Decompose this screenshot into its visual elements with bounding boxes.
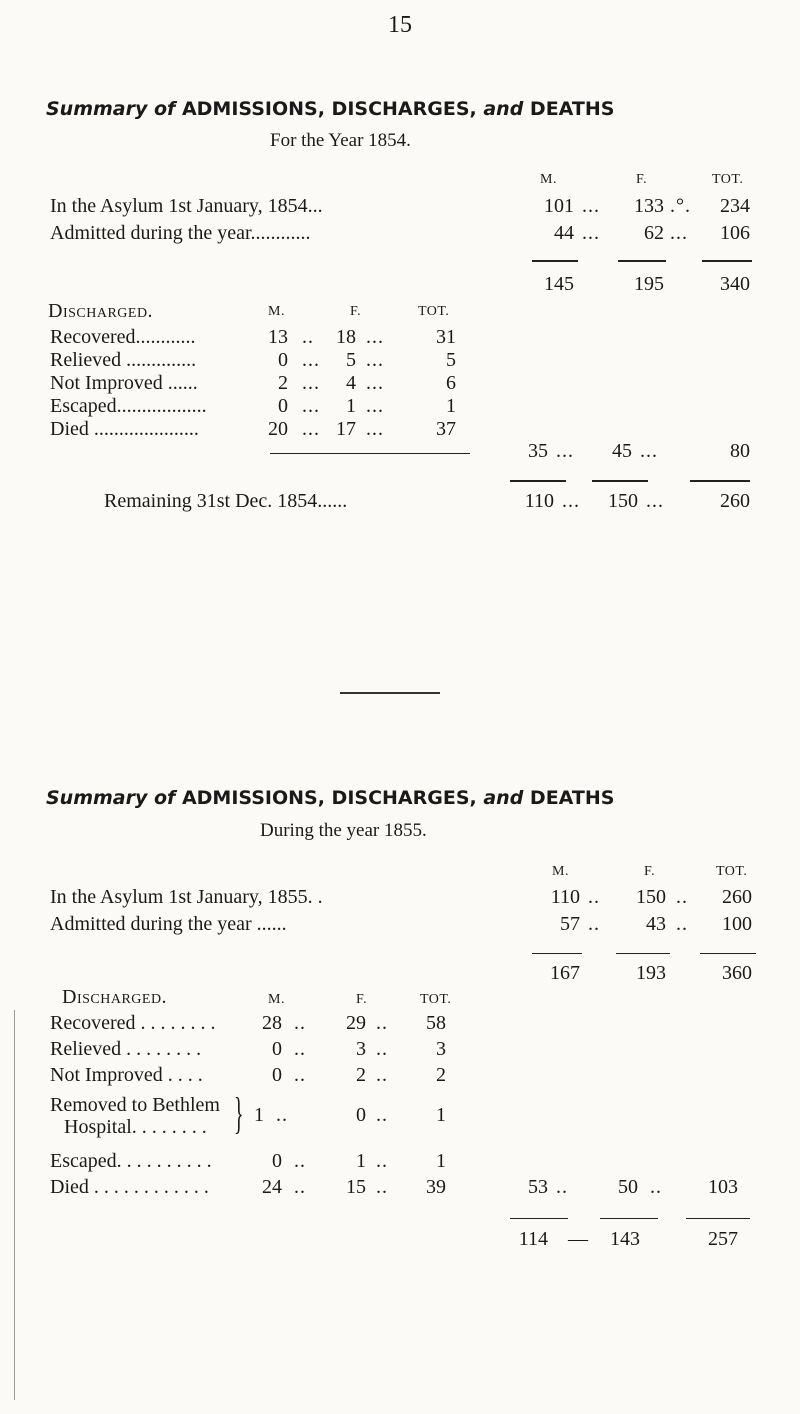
s1rows-row-s1: ... [302, 418, 320, 440]
s2-removed-label-line2: Hospital. . . . . . . . [64, 1116, 207, 1138]
s2-in-asylum-sep2: .. [676, 886, 688, 908]
s2rows-row-tot: 58 [426, 1012, 446, 1034]
s2rows-row-label: Recovered . . . . . . . . [50, 1012, 216, 1034]
s1-total-f: 195 [634, 273, 664, 295]
s1-discharged-heading: Discharged. [48, 300, 154, 322]
s1rows-row-label: Relieved .............. [50, 349, 197, 371]
s1-in-asylum-label: In the Asylum 1st January, 1854... [50, 195, 323, 217]
s2rows2-row-s2: .. [376, 1150, 388, 1172]
s2-in-asylum-label: In the Asylum 1st January, 1855. . [50, 886, 323, 908]
s2-rule-m [532, 953, 582, 954]
s1rows-row-f: 4 [346, 372, 356, 394]
s1rows-row-label: Recovered............ [50, 326, 196, 348]
s2rows-row-m: 0 [272, 1064, 282, 1086]
s2rows-row-tot: 2 [436, 1064, 446, 1086]
s1rows-row-tot: 5 [446, 349, 456, 371]
s1-rule-m [532, 260, 578, 262]
s2rows-row-m: 0 [272, 1038, 282, 1060]
s2rows-row-tot: 3 [436, 1038, 446, 1060]
s2-dtotal-f: 50 [618, 1176, 638, 1198]
s1-in-asylum-sep1: ... [582, 195, 600, 217]
s1rows-row-s1: .. [302, 326, 314, 348]
s1-dtotal-m: 35 [528, 440, 548, 462]
section1-title: Summary of ADMISSIONS, DISCHARGES, and DEATHS [46, 98, 615, 120]
s2-rule2-m [510, 1218, 568, 1219]
s1rows-row-f: 17 [336, 418, 356, 440]
s2rows-row-f: 3 [356, 1038, 366, 1060]
s1-total-tot: 340 [720, 273, 750, 295]
s2-removed-sep2: .. [376, 1104, 388, 1126]
s1rows-row-m: 2 [278, 372, 288, 394]
s2-dcol-f: F. [356, 992, 368, 1007]
s1-rule-f [618, 260, 666, 262]
s2-dtotal-tot: 103 [708, 1176, 738, 1198]
s1-col-f: F. [636, 172, 648, 187]
s2-removed-sep1: .. [276, 1104, 288, 1126]
s2rows-row-label: Not Improved . . . . [50, 1064, 203, 1086]
s2-in-asylum-m: 110 [550, 886, 580, 908]
s1-remaining-sep1: ... [562, 490, 580, 512]
s1-remaining-tot: 260 [720, 490, 750, 512]
s2-brace: } [234, 1089, 244, 1138]
s2-removed-m: 1 [254, 1104, 264, 1126]
s1rows-row-tot: 1 [446, 395, 456, 417]
s1-admitted-sep1: ... [582, 222, 600, 244]
s2-dtotal-m: 53 [528, 1176, 548, 1198]
s2rows-row-f: 2 [356, 1064, 366, 1086]
s2-in-asylum-sep1: .. [588, 886, 600, 908]
s2-admitted-sep1: .. [588, 913, 600, 935]
s1-admitted-m: 44 [554, 222, 574, 244]
s2-remaining-f: 143 [610, 1228, 640, 1250]
s1-admitted-tot: 106 [720, 222, 750, 244]
s2rows-row-label: Relieved . . . . . . . . [50, 1038, 202, 1060]
s2-removed-label-line1: Removed to Bethlem [50, 1094, 220, 1116]
s2-rule2-f [600, 1218, 658, 1219]
section1-subtitle: For the Year 1854. [270, 130, 411, 151]
s1-dcol-tot: TOT. [418, 304, 450, 319]
s1-dcol-f: F. [350, 304, 362, 319]
s1-discharge-rule [270, 453, 470, 454]
s2rows-row-s1: .. [294, 1064, 306, 1086]
s2-admitted-tot: 100 [722, 913, 752, 935]
s2-rule-tot [700, 953, 756, 954]
s2-col-f: F. [644, 864, 656, 879]
s2-rule2-tot [686, 1218, 750, 1219]
s2-total-m: 167 [550, 962, 580, 984]
s1rows-row-s1: ... [302, 349, 320, 371]
s1rows-row-label: Not Improved ...... [50, 372, 198, 394]
s1rows-row-s1: ... [302, 395, 320, 417]
s2rows2-row-label: Escaped. . . . . . . . . . [50, 1150, 212, 1172]
s2-admitted-f: 43 [646, 913, 666, 935]
s1-rule2-f [592, 480, 648, 482]
s2rows-row-s2: .. [376, 1064, 388, 1086]
s1rows-row-m: 20 [268, 418, 288, 440]
s2-dtotal-sep2: .. [650, 1176, 662, 1198]
s2-rule-f [616, 953, 670, 954]
s1-rule2-tot [690, 480, 750, 482]
section-divider [340, 692, 440, 694]
s2-in-asylum-tot: 260 [722, 886, 752, 908]
s1-col-tot: TOT. [712, 172, 744, 187]
s1rows-row-f: 1 [346, 395, 356, 417]
page-number: 15 [388, 12, 412, 38]
s1rows-row-s2: ... [366, 372, 384, 394]
s2-discharged-heading: Discharged. [62, 986, 168, 1008]
s1-rule-tot [702, 260, 752, 262]
s1rows-row-label: Died ..................... [50, 418, 199, 440]
s1rows-row-tot: 37 [436, 418, 456, 440]
s2rows-row-f: 29 [346, 1012, 366, 1034]
s1-dtotal-sep2: ... [640, 440, 658, 462]
s1-in-asylum-f: 133 [634, 195, 664, 217]
s2-dtotal-sep1: .. [556, 1176, 568, 1198]
margin-line [14, 1010, 15, 1400]
s1rows-row-f: 18 [336, 326, 356, 348]
s2-col-m: M. [552, 864, 569, 879]
s1rows-row-m: 0 [278, 395, 288, 417]
s1rows-row-label: Escaped.................. [50, 395, 207, 417]
s1-remaining-label: Remaining 31st Dec. 1854...... [104, 490, 348, 512]
s1rows-row-tot: 6 [446, 372, 456, 394]
s2rows2-row-s1: .. [294, 1176, 306, 1198]
s2rows2-row-m: 0 [272, 1150, 282, 1172]
s1-remaining-m: 110 [524, 490, 554, 512]
s2-admitted-m: 57 [560, 913, 580, 935]
s2-in-asylum-f: 150 [636, 886, 666, 908]
s1-total-m: 145 [544, 273, 574, 295]
s1-col-m: M. [540, 172, 557, 187]
s1-dcol-m: M. [268, 304, 285, 319]
s2rows2-row-s1: .. [294, 1150, 306, 1172]
s1-admitted-label: Admitted during the year............ [50, 222, 311, 244]
s1rows-row-s2: ... [366, 418, 384, 440]
s2rows-row-m: 28 [262, 1012, 282, 1034]
s2rows2-row-label: Died . . . . . . . . . . . . [50, 1176, 209, 1198]
s2rows2-row-m: 24 [262, 1176, 282, 1198]
s2rows2-row-tot: 1 [436, 1150, 446, 1172]
s2-removed-f: 0 [356, 1104, 366, 1126]
s2rows-row-s1: .. [294, 1038, 306, 1060]
s1-dtotal-sep1: ... [556, 440, 574, 462]
s1rows-row-m: 0 [278, 349, 288, 371]
s2rows2-row-s2: .. [376, 1176, 388, 1198]
s2-removed-tot: 1 [436, 1104, 446, 1126]
s1rows-row-tot: 31 [436, 326, 456, 348]
s1-admitted-f: 62 [644, 222, 664, 244]
s1-remaining-f: 150 [608, 490, 638, 512]
s1-admitted-sep2: ... [670, 222, 688, 244]
s1-dtotal-tot: 80 [730, 440, 750, 462]
s1rows-row-s1: ... [302, 372, 320, 394]
s2-remaining-m: 114 [518, 1228, 548, 1250]
s1-in-asylum-sep2: .°. [670, 195, 691, 217]
s1-in-asylum-m: 101 [544, 195, 574, 217]
s1rows-row-f: 5 [346, 349, 356, 371]
s2rows-row-s2: .. [376, 1012, 388, 1034]
s2-total-f: 193 [636, 962, 666, 984]
s1-dtotal-f: 45 [612, 440, 632, 462]
s2rows2-row-f: 1 [356, 1150, 366, 1172]
s2rows2-row-tot: 39 [426, 1176, 446, 1198]
s1rows-row-s2: ... [366, 326, 384, 348]
s2rows2-row-f: 15 [346, 1176, 366, 1198]
s2-admitted-label: Admitted during the year ...... [50, 913, 287, 935]
section2-title: Summary of ADMISSIONS, DISCHARGES, and DEATHS [46, 787, 615, 809]
s2-dcol-tot: TOT. [420, 992, 452, 1007]
s1-in-asylum-tot: 234 [720, 195, 750, 217]
s2-col-tot: TOT. [716, 864, 748, 879]
s2-admitted-sep2: .. [676, 913, 688, 935]
s2-total-tot: 360 [722, 962, 752, 984]
s2rows-row-s2: .. [376, 1038, 388, 1060]
s1rows-row-s2: ... [366, 395, 384, 417]
s1rows-row-m: 13 [268, 326, 288, 348]
s1rows-row-s2: ... [366, 349, 384, 371]
section2-subtitle: During the year 1855. [260, 820, 427, 841]
s2rows-row-s1: .. [294, 1012, 306, 1034]
s2-remaining-tot: 257 [708, 1228, 738, 1250]
s1-remaining-sep2: ... [646, 490, 664, 512]
s2-remaining-dash: — [568, 1228, 588, 1250]
s1-rule2-m [510, 480, 566, 482]
s2-dcol-m: M. [268, 992, 285, 1007]
